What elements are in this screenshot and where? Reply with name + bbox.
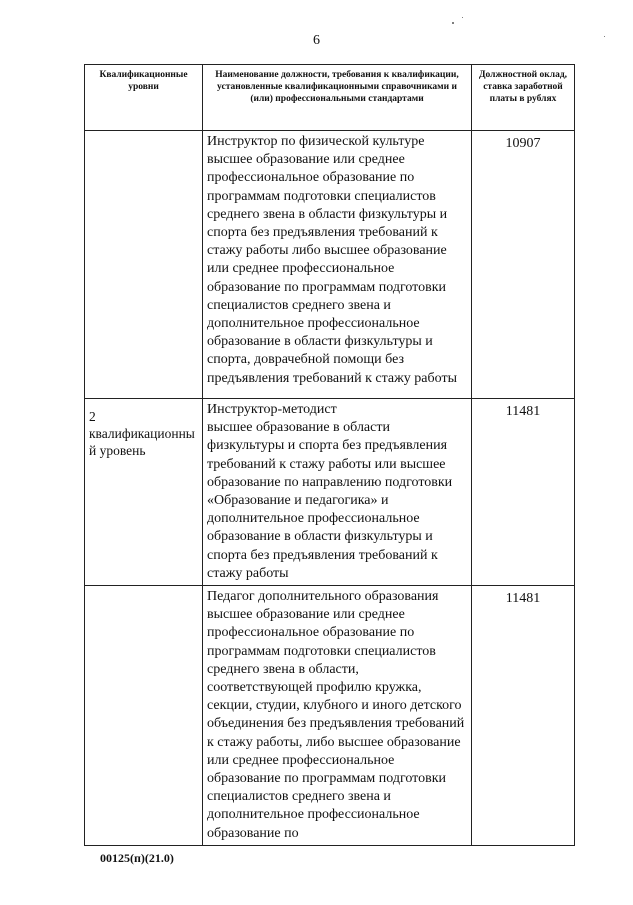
level-number: 2 [89,409,96,424]
header-level: Квалификационные уровни [85,65,203,131]
header-salary: Должностной оклад, ставка заработной платы в рублях [472,65,575,131]
position-title: Инструктор-методист [207,402,337,417]
position-requirements: высшее образование в области физкультуры и спорта без предъявления требований к стажу работы или высшее образование по направлению подготовки «Образование и педагогика» и дополнительное профессиональное образование в области физкультуры и спорта без предъявления требований к стажу работы [207,420,453,581]
position-title: Педагог дополнительного образования [207,589,439,605]
level-cell [85,399,203,586]
salary-cell: 11481 [472,586,575,846]
level-cell [85,131,203,399]
position-title: Инструктор по физической культуре [207,134,425,149]
table-row [85,586,575,846]
level-cell [85,586,203,846]
level-label: квалификационный уровень [89,426,195,458]
salary-cell: 10907 [472,131,575,399]
position-cell [203,131,472,399]
table-row [85,131,575,399]
document-code: 00125(п)(21.0) [100,851,174,865]
scan-speck [462,17,463,18]
qualification-table [84,64,575,846]
scan-speck [604,36,605,37]
table-row [85,399,575,586]
salary-cell: 11481 [472,399,575,586]
position-requirements: высшее образование или среднее профессиональное образование по программам подготовки специалистов среднего звена в области, соответствующей профилю кружка, секции, студии, клубного и иного детского объединения без предъявления требований к стажу работы, либо высшее образование или среднее профессиональное образование по программам подготовки специалистов среднего звена и дополнительное профессиональное образование по [207,607,465,841]
scan-speck [452,22,454,24]
position-cell [203,586,472,846]
position-cell [203,399,472,586]
table-header-row [85,65,575,131]
header-position: Наименование должности, требования к квалификации, установленные квалификационными справочниками и (или) профессиональными стандартами [203,65,472,131]
page-number: 6 [313,33,320,48]
position-requirements: высшее образование или среднее профессиональное образование по программам подготовки специалистов среднего звена в области физкультуры и спорта без предъявления требований к стажу работы либо высшее образование или среднее профессиональное образование по программам подготовки специалистов среднего звена и дополнительное профессиональное образование в области физкультуры и спорта, доврачебной помощи без предъявления требований к стажу работы [207,152,457,386]
